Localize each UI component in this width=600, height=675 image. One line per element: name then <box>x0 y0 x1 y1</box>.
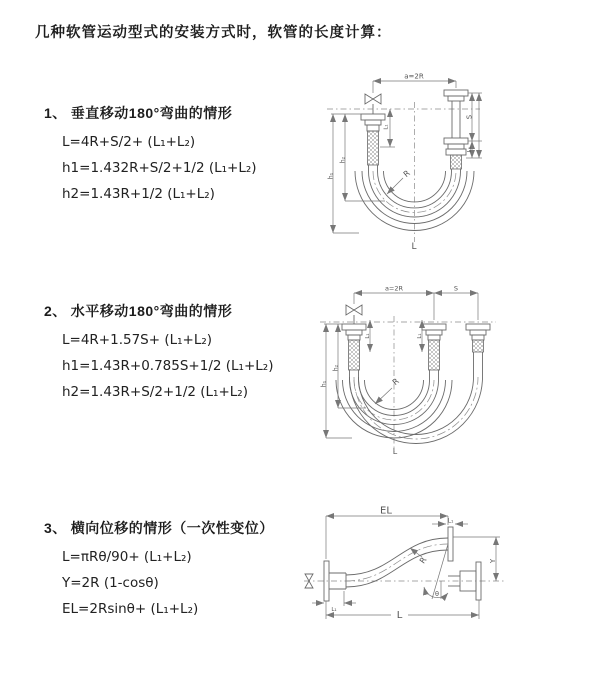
dimension-s-l1-right <box>466 93 483 158</box>
right-pipe-flanges <box>444 90 468 169</box>
section-1 <box>44 103 319 207</box>
svg-text:L₁: L₁ <box>447 517 454 525</box>
svg-text:L₁: L₁ <box>383 124 390 130</box>
section-2 <box>44 301 319 405</box>
formula-line: h1=1.432R+S/2+1/2 (L₁+L₂) <box>62 160 257 176</box>
section-3-heading <box>44 518 319 539</box>
section-3-number: 3、 <box>44 520 67 536</box>
svg-text:R: R <box>390 376 401 388</box>
valve-icon <box>346 305 362 324</box>
svg-text:L: L <box>396 610 403 621</box>
left-pipe-flange <box>361 114 385 165</box>
svg-text:θ: θ <box>435 590 439 598</box>
dimension-a2r <box>373 73 456 94</box>
radius-callout <box>387 168 412 194</box>
section-1-title: 垂直移动180°弯曲的情形 <box>70 105 233 121</box>
valve-icon <box>365 94 381 114</box>
braid-hatch <box>368 131 379 165</box>
svg-text:EL: EL <box>380 505 392 517</box>
braid-hatch <box>429 340 440 370</box>
svg-text:L₁: L₁ <box>365 333 371 339</box>
formula-line: L=4R+S/2+ (L₁+L₂) <box>62 134 196 150</box>
dimension-l1-top <box>432 518 468 525</box>
angle-construction <box>424 544 448 599</box>
svg-text:h₁: h₁ <box>320 380 328 388</box>
radius-callout <box>375 376 401 404</box>
formula-line: EL=2Rsinθ+ (L₁+L₂) <box>62 601 199 617</box>
formula-line: L=πRθ/90+ (L₁+L₂) <box>62 549 192 565</box>
svg-text:R: R <box>417 555 429 566</box>
svg-text:L₁: L₁ <box>331 607 337 613</box>
section-2-heading <box>44 301 319 322</box>
formula-line: h2=1.43R+1/2 (L₁+L₂) <box>62 186 215 202</box>
section-2-title: 水平移动180°弯曲的情形 <box>70 303 233 319</box>
dimension-l1-left <box>380 109 395 147</box>
dimension-el <box>326 506 448 560</box>
braid-hatch <box>349 340 360 370</box>
section-3 <box>44 518 319 622</box>
svg-text:h₁: h₁ <box>327 172 335 180</box>
svg-text:R: R <box>401 168 412 180</box>
section-2-number: 2、 <box>44 303 67 319</box>
radius-callout <box>410 548 429 565</box>
svg-text:a=2R: a=2R <box>384 284 404 293</box>
braid-hatch <box>473 340 484 352</box>
svg-text:h₂: h₂ <box>339 156 347 164</box>
upper-flange <box>448 527 453 561</box>
svg-text:Y: Y <box>489 558 497 564</box>
formula-line: h2=1.43R+S/2+1/2 (L₁+L₂) <box>62 384 248 400</box>
section-3-title: 横向位移的情形（一次性变位） <box>70 520 274 536</box>
hose-u-bend-moved <box>350 352 483 444</box>
dimension-l1-left <box>312 591 356 613</box>
section-1-heading <box>44 103 319 124</box>
label-L: L <box>411 242 417 252</box>
pipe-flanges <box>342 324 490 370</box>
formula-line: h1=1.43R+0.785S+1/2 (L₁+L₂) <box>62 358 274 374</box>
hose-s-curve <box>346 538 448 587</box>
dimension-a2r-s <box>354 285 478 321</box>
svg-text:L₁: L₁ <box>467 146 473 153</box>
diagram-lateral-displacement <box>296 503 600 651</box>
diagram-vertical-180-bend <box>313 68 590 260</box>
svg-text:a=2R: a=2R <box>404 72 424 81</box>
svg-text:S: S <box>453 284 459 293</box>
svg-text:h₂: h₂ <box>332 364 340 372</box>
formula-line: L=4R+1.57S+ (L₁+L₂) <box>62 332 213 348</box>
svg-text:L₁: L₁ <box>417 333 423 339</box>
svg-text:S: S <box>465 114 474 120</box>
formula-line: Y=2R (1-cosθ) <box>62 575 159 591</box>
braid-hatch <box>451 155 462 169</box>
diagram-horizontal-180-bend <box>308 280 600 462</box>
section-1-number: 1、 <box>44 105 67 121</box>
page-title: 几种软管运动型式的安装方式时，软管的长度计算： <box>35 25 392 41</box>
label-L: L <box>392 447 398 456</box>
